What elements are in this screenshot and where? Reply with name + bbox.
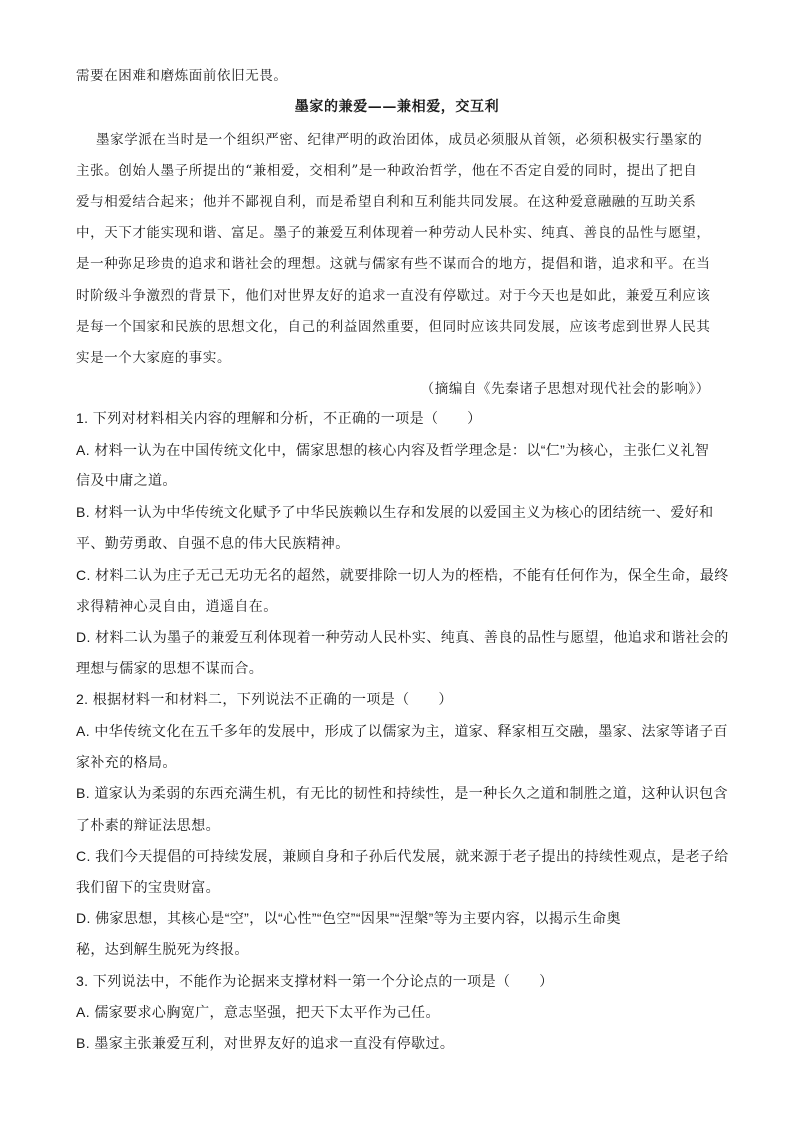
intro-line: 需要在困难和磨炼面前依旧无畏。 [76,68,288,84]
article-line: 是一种弥足珍贵的追求和谐社会的理想。这就与儒家有些不谋而合的地方，提倡和谐，追求和平。在当 [76,256,711,272]
article-title: 墨家的兼爱——兼相爱，交互利 [294,99,500,115]
article-line: 中，天下才能实现和谐、富足。墨子的兼爱互利体现着一种劳动人民朴实、纯真、善良的品性与愿望， [76,225,711,241]
option-b-line-1: B. 墨家主张兼爱互利，对世界友好的追求一直没有停歇过。 [76,1035,455,1051]
option-d-line-2: 秘，达到解生脱死为终报。 [76,941,249,957]
option-a-line-1: A. 材料一认为在中国传统文化中，儒家思想的核心内容及哲学理念是：以“仁”为核心，主张仁义礼智 [76,442,710,458]
option-d-line-1: D. 材料二认为墨子的兼爱互利体现着一种劳动人民朴实、纯真、善良的品性与愿望，他追求和谐社会的 [76,629,729,645]
article-line: 时阶级斗争激烈的背景下，他们对世界友好的追求一直没有停歇过。对于今天也是如此，兼爱互利应该 [76,288,711,304]
option-c-line-2: 我们留下的宝贵财富。 [76,879,220,895]
article-line: 墨家学派在当时是一个组织严密、纪律严明的政治团体，成员必须服从首领，必须积极实行墨家的 [96,132,703,148]
option-d-line-2: 理想与儒家的思想不谋而合。 [76,660,264,676]
article-line: 爱与相爱结合起来；他并不鄙视自利，而是希望自利和互利能共同发展。在这种爱意融融的互助关系 [76,194,697,210]
option-b-line-1: B. 材料一认为中华传统文化赋予了中华民族赖以生存和发展的以爱国主义为核心的团结统一、爱好和 [76,504,714,520]
question-stem: 1. 下列对材料相关内容的理解和分析，不正确的一项是（ ） [76,410,482,426]
question-stem: 2. 根据材料一和材料二，下列说法不正确的一项是（ ） [76,691,453,707]
option-b-line-2: 平、勤劳勇敢、自强不息的伟大民族精神。 [76,535,350,551]
article-line: 实是一个大家庭的事实。 [76,350,232,366]
option-b-line-2: 了朴素的辩证法思想。 [76,817,220,833]
article-line: 主张。创始人墨子所提出的“兼相爱，交相利”是一种政治哲学，他在不否定自爱的同时，提出了把自 [76,163,698,179]
article-line: 是每一个国家和民族的思想文化，自己的利益固然重要，但同时应该共同发展，应该考虑到世界人民其 [76,319,711,335]
question-stem: 3. 下列说法中，不能作为论据来支撑材料一第一个分论点的一项是（ ） [76,973,554,989]
option-a-line-2: 家补充的格局。 [76,754,177,770]
option-c-line-1: C. 我们今天提倡的可持续发展，兼顾自身和子孙后代发展，就来源于老子提出的持续性观点，是老子给 [76,848,729,864]
article-source: （摘编自《先秦诸子思想对现代社会的影响》） [420,381,710,397]
option-a-line-2: 信及中庸之道。 [76,472,177,488]
option-a-line-1: A. 儒家要求心胸宽广，意志坚强，把天下太平作为己任。 [76,1004,440,1020]
option-d-line-1: D. 佛家思想，其核心是“空”，以“心性”“色空”“因果”“涅槃”等为主要内容，以揭示生命奥 [76,910,621,926]
option-a-line-1: A. 中华传统文化在五千多年的发展中，形成了以儒家为主，道家、释家相互交融，墨家、法家等诸子百 [76,723,728,739]
option-b-line-1: B. 道家认为柔弱的东西充满生机，有无比的韧性和持续性，是一种长久之道和制胜之道，这种认识包含 [76,785,728,801]
option-c-line-1: C. 材料二认为庄子无己无功无名的超然，就要排除一切人为的桎梏，不能有任何作为，保全生命，最终 [76,567,729,583]
option-c-line-2: 求得精神心灵自由，逍遥自在。 [76,598,278,614]
